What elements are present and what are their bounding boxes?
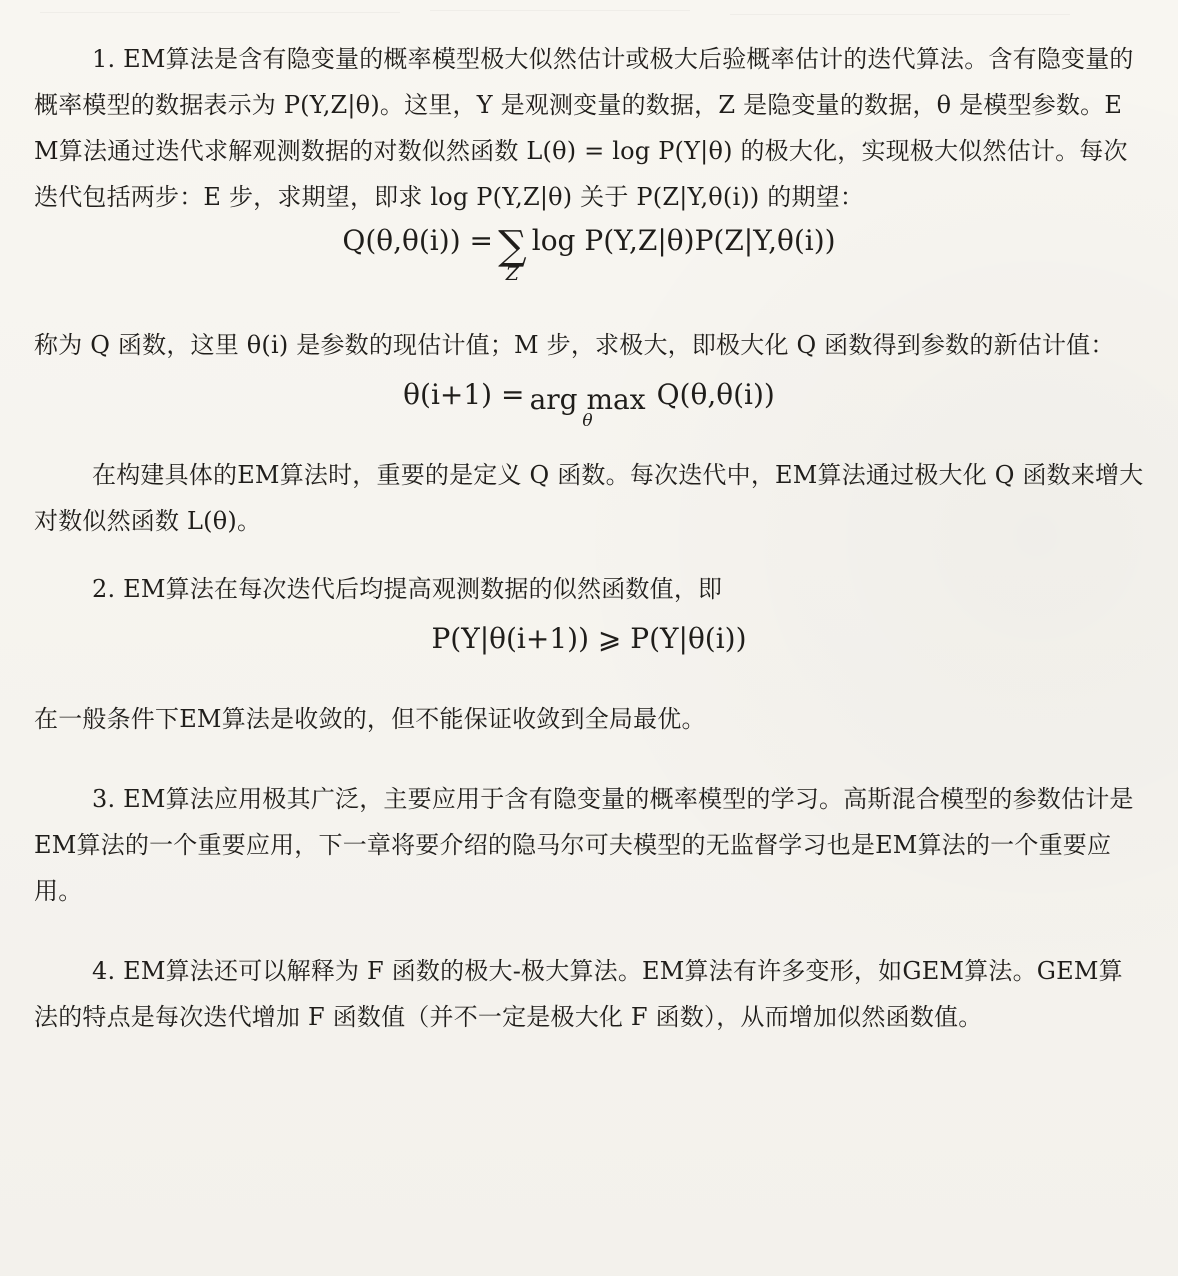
paragraph-7: 4. EM算法还可以解释为 F 函数的极大-极大算法。EM算法有许多变形，如GEM算法。GEM算法的特点是每次迭代增加 F 函数值（并不一定是极大化 F 函数），从而增加似然函数值。 [34,957,1123,1031]
argmax-operator [529,382,646,431]
formula-q-left: Q(θ,θ(i)) = [342,224,493,257]
summation [498,222,527,285]
argmax-label: arg max [529,382,646,416]
paragraph-6: 3. EM算法应用极其广泛，主要应用于含有隐变量的概率模型的学习。高斯混合模型的参数估计是EM算法的一个重要应用，下一章将要介绍的隐马尔可夫模型的无监督学习也是EM算法的一个重要应用。 [34,785,1134,905]
formula-argmax-right: Q(θ,θ(i)) [656,378,775,411]
argmax-subscript: θ [582,410,593,431]
summation-symbol: ∑ [498,222,527,269]
formula-argmax [34,368,1144,430]
paragraph-1: 1. EM算法是含有隐变量的概率模型极大似然估计或极大后验概率估计的迭代算法。含有隐变量的概率模型的数据表示为 P(Y,Z|θ)。这里，Y 是观测变量的数据，Z 是隐变量的数据，θ 是模型参数。EM算法通过迭代求解观测数据的对数似然函数 L(θ) = log P(Y|θ) 的极大化，实现极大似然估计。每次迭代包括两步：E 步，求期望，即求 log P(Y,Z|θ) 关于 P(Z|Y,θ(i)) 的期望： [34,45,1134,211]
paragraph-4: 2. EM算法在每次迭代后均提高观测数据的似然函数值，即 [92,575,723,603]
document-body [34,36,1144,1040]
formula-argmax-left: θ(i+1) = [403,378,525,411]
formula-q-right: log P(Y,Z|θ)P(Z|Y,θ(i)) [531,224,836,257]
summation-subscript: Z [505,262,519,285]
formula-likelihood-text: P(Y|θ(i+1)) ⩾ P(Y|θ(i)) [431,622,747,655]
paragraph-5: 在一般条件下EM算法是收敛的，但不能保证收敛到全局最优。 [34,705,706,733]
background-bleed [0,0,1178,28]
paragraph-3: 在构建具体的EM算法时，重要的是定义 Q 函数。每次迭代中，EM算法通过极大化 Q 函数来增大对数似然函数 L(θ)。 [34,461,1144,535]
formula-q-function [34,220,1144,308]
formula-likelihood-increase [34,612,1144,674]
paragraph-2: 称为 Q 函数，这里 θ(i) 是参数的现估计值；M 步，求极大，即极大化 Q 函数得到参数的新估计值： [34,331,1115,359]
